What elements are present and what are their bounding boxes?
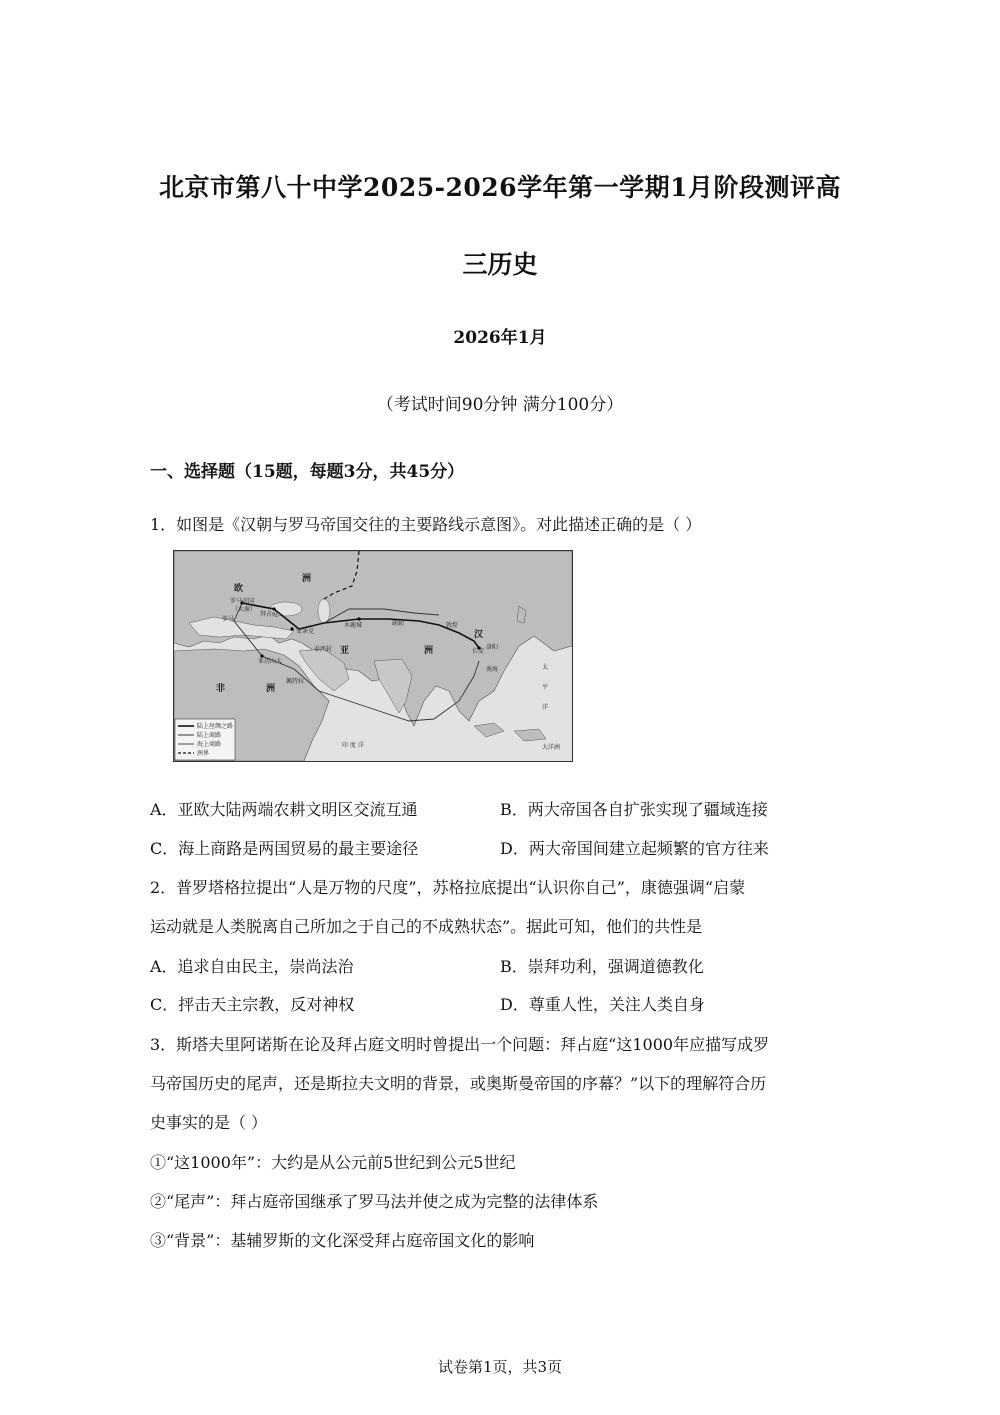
map-label-rome-sub: （大秦） — [232, 606, 257, 613]
map-label-taixifeng: 泰西封 — [314, 646, 333, 653]
q2-option-c: C．抨击天主宗教，反对神权 — [150, 995, 355, 1014]
map-label-africa2: 洲 — [266, 684, 276, 694]
q1-option-c: C．海上商路是两国贸易的最主要途径 — [150, 839, 419, 858]
map-label-shule: 疏勒 — [392, 620, 405, 627]
q1-option-b: B．两大帝国各自扩张实现了疆域连接 — [500, 800, 768, 819]
map-label-roma: 罗马 — [222, 616, 235, 623]
exam-info: （考试时间90分钟 满分100分） — [376, 395, 624, 415]
legend-land-route: 陆上商路 — [197, 732, 222, 739]
map-label-oceania: 大洋洲 — [542, 744, 561, 751]
map-label-mulu: 木鹿城 — [344, 622, 363, 629]
map-label-africa1: 非 — [216, 684, 226, 694]
q1-option-a: A．亚欧大陆两端农耕文明区交流互通 — [150, 800, 418, 819]
exam-title-line1: 北京市第八十中学2025-2026学年第一学期1月阶段测评高 — [159, 173, 841, 202]
exam-title-line2: 三历史 — [462, 250, 538, 279]
map-label-byzantium: 拜占庭 — [260, 611, 279, 618]
map-label-asia2: 洲 — [424, 646, 434, 656]
exam-date: 2026年1月 — [453, 328, 547, 348]
map-label-rome: 罗马帝国 — [230, 598, 255, 605]
q1-stem: 1．如图是《汉朝与罗马帝国交往的主要路线示意图》。对此描述正确的是（ ） — [150, 515, 702, 534]
legend-sea-route: 海上商路 — [197, 741, 222, 748]
q2-option-d: D．尊重人性，关注人类自身 — [500, 995, 705, 1014]
map-label-europe2: 洲 — [302, 574, 312, 584]
map-label-europe: 欧 — [234, 584, 244, 594]
map-drawing — [174, 551, 572, 761]
han-rome-route-map — [173, 550, 573, 762]
page-footer: 试卷第1页，共3页 — [437, 1358, 563, 1376]
q3-stem-line2: 马帝国历史的尾声，还是斯拉夫文明的背景，或奥斯曼帝国的序幕？”以下的理解符合历 — [150, 1074, 767, 1093]
map-label-petra: 佩特拉 — [286, 678, 305, 685]
q3-item-1: ①“这1000年”：大约是从公元前5世纪到公元5世纪 — [150, 1153, 516, 1172]
map-label-changan: 长安 — [472, 648, 485, 655]
q3-item-3: ③“背景”：基辅罗斯的文化深受拜占庭帝国文化的影响 — [150, 1231, 535, 1250]
q2-option-a: A．追求自由民主，崇尚法治 — [150, 957, 354, 976]
q2-stem-line1: 2．普罗塔格拉提出“人是万物的尺度”，苏格拉底提出“认识你自己”，康德强调“启蒙 — [150, 878, 746, 897]
map-label-luoyang: 洛阳 — [486, 644, 499, 651]
map-label-pacific3: 洋 — [542, 704, 549, 711]
legend-silk-road: 陆上丝绸之路 — [197, 723, 234, 730]
map-label-pacific1: 太 — [542, 664, 549, 671]
legend-border: 洲界 — [197, 750, 210, 757]
q2-option-b: B．崇拜功利，强调道德教化 — [500, 957, 704, 976]
q2-stem-line2: 运动就是人类脱离自己所加之于自己的不成熟状态”。据此可知，他们的共性是 — [150, 917, 703, 936]
map-label-han: 汉 — [474, 630, 484, 640]
q3-item-2: ②“尾声”：拜占庭帝国继承了罗马法并使之成为完整的法律体系 — [150, 1192, 599, 1211]
section-heading: 一、选择题（15题，每题3分，共45分） — [150, 462, 465, 482]
map-label-alexandria: 亚历山大 — [258, 658, 283, 665]
map-label-nanhai: 南海 — [486, 666, 499, 673]
map-label-antioch: 安条克 — [296, 628, 315, 635]
q3-stem-line1: 3．斯塔夫里阿诺斯在论及拜占庭文明时曾提出一个问题：拜占庭“这1000年应描写成罗 — [150, 1035, 770, 1054]
q1-option-d: D．两大帝国间建立起频繁的官方往来 — [500, 839, 769, 858]
map-label-indian-ocean: 印 度 洋 — [342, 742, 364, 749]
q3-stem-line3: 史事实的是（ ） — [150, 1113, 268, 1132]
map-label-pacific2: 平 — [542, 684, 549, 691]
map-label-dunhuang: 敦煌 — [446, 622, 459, 629]
map-label-asia1: 亚 — [340, 646, 350, 656]
